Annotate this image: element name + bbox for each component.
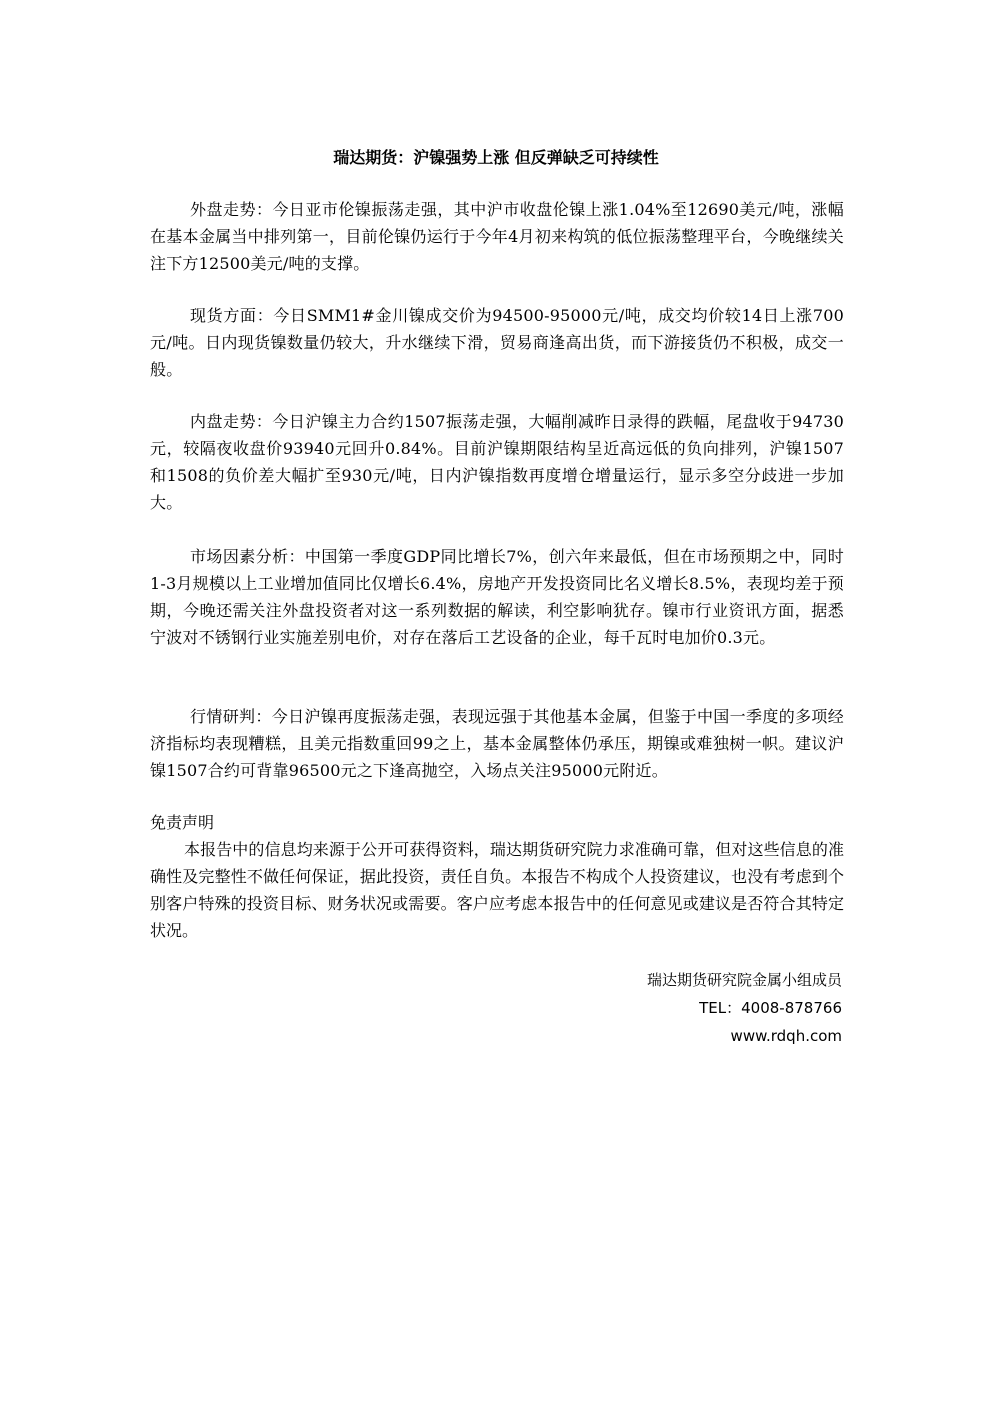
signature-tel: TEL：4008-878766: [699, 999, 842, 1017]
signature-website: www.rdqh.com: [730, 1027, 842, 1045]
signature-org: 瑞达期货研究院金属小组成员: [646, 971, 842, 989]
paragraph-market-factors: 市场因素分析：中国第一季度GDP同比增长7%，创六年来最低，但在市场预期之中，同时1-3月规模以上工业增加值同比仅增长6.4%，房地产开发投资同比名义增长8.5%，表现均差于预期，今晚还需关注外盘投资者对这一系列数据的解读，利空影响犹存。镍市行业资讯方面，据悉宁波对不锈钢行业实施差别电价，对存在落后工艺设备的企业，每千瓦时电加价0.3元。: [150, 547, 844, 647]
disclaimer-heading: 免责声明: [150, 813, 215, 832]
signature-block: [647, 966, 842, 1050]
paragraph-spot-market: 现货方面：今日SMM1#金川镍成交价为94500-95000元/吨，成交均价较14日上涨700元/吨。日内现货镍数量仍较大，升水继续下滑，贸易商逢高出货，而下游接货仍不积极，成交一般。: [150, 306, 844, 379]
paragraph-market-outlook: 行情研判：今日沪镍再度振荡走强，表现远强于其他基本金属，但鉴于中国一季度的多项经济指标均表现糟糕，且美元指数重回99之上，基本金属整体仍承压，期镍或难独树一帜。建议沪镍1507合约可背靠96500元之下逢高抛空，入场点关注95000元附近。: [150, 707, 844, 780]
disclaimer-body: 本报告中的信息均来源于公开可获得资料，瑞达期货研究院力求准确可靠，但对这些信息的准确性及完整性不做任何保证，据此投资，责任自负。本报告不构成个人投资建议，也没有考虑到个别客户特殊的投资目标、财务状况或需要。客户应考虑本报告中的任何意见或建议是否符合其特定状况。: [150, 840, 844, 940]
paragraph-domestic-market: 内盘走势：今日沪镍主力合约1507振荡走强，大幅削减昨日录得的跌幅，尾盘收于94730元，较隔夜收盘价93940元回升0.84%。目前沪镍期限结构呈近高远低的负向排列，沪镍1507和1508的负价差大幅扩至930元/吨，日内沪镍指数再度增仓增量运行，显示多空分歧进一步加大。: [150, 412, 844, 512]
document-title: 瑞达期货：沪镍强势上涨 但反弹缺乏可持续性: [333, 148, 659, 167]
paragraph-overseas-market: 外盘走势：今日亚市伦镍振荡走强，其中沪市收盘伦镍上涨1.04%至12690美元/吨，涨幅在基本金属当中排列第一，目前伦镍仍运行于今年4月初来构筑的低位振荡整理平台，今晚继续关注下方12500美元/吨的支撑。: [150, 200, 844, 273]
